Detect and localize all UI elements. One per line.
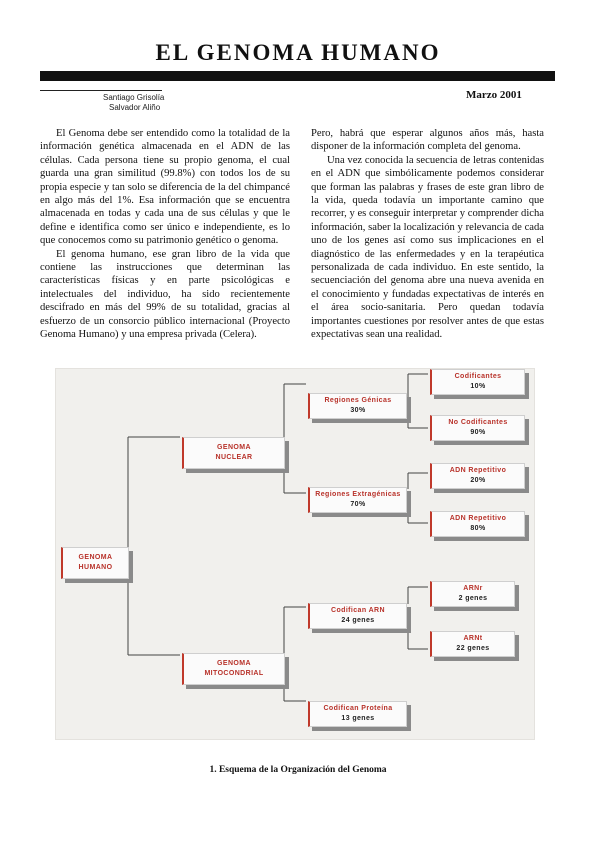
node-label: ARNt: [463, 635, 483, 642]
node-value: 70%: [350, 501, 366, 508]
document-title: EL GENOMA HUMANO: [155, 40, 441, 65]
right-column: [311, 127, 544, 342]
node-regiones-genicas: [308, 393, 407, 419]
node-codifican-proteina: [308, 701, 407, 727]
node-value: 22 genes: [456, 645, 490, 652]
node-label: Regiones Extragénicas: [315, 491, 401, 498]
node-value: 80%: [470, 525, 486, 532]
publication-date: Marzo 2001: [466, 89, 522, 101]
authors-rule: [40, 90, 162, 91]
node-label: MITOCONDRIAL: [204, 670, 264, 677]
author-2: Salvador Aliño: [109, 103, 161, 112]
paragraph: Una vez conocida la secuencia de letras contenidas en el ADN que simbólicamente podemos considerar que forman las palabras y frases de este gran libro de la vida, queda todavía un importante camino que recorrer, y es conseguir interpretar y comprender dicha información, saber la localización y relevancia de cada uno de los genes así como sus implicaciones en el diagnóstico de las enfermedades y en la terapéutica personalizada de cada individuo. En este sentido, la secuenciación del genoma abre una nueva avenida en el conocimiento y fundadas expectativas de interés en el área socio-sanitaria. Pero quedan todavía importantes cuestiones por resolver antes de que estas expectativas sean una realidad.: [311, 154, 544, 341]
node-value: 30%: [350, 407, 366, 414]
paragraph: Pero, habrá que esperar algunos años más, hasta disponer de la información completa del genoma.: [311, 128, 544, 153]
genome-diagram: [55, 368, 535, 740]
title-rule: [40, 71, 555, 81]
node-adn-repetitivo-80: [430, 511, 525, 537]
node-label: Regiones Génicas: [324, 397, 392, 404]
node-label: HUMANO: [78, 564, 113, 571]
node-label: GENOMA: [217, 660, 251, 667]
node-codificantes: [430, 369, 525, 395]
node-regiones-extragenicas: [308, 487, 407, 513]
node-adn-repetitivo-20: [430, 463, 525, 489]
node-value: 2 genes: [458, 595, 488, 602]
author-1: Santiago Grisolía: [103, 93, 165, 102]
node-genoma-mitocondrial: [182, 653, 285, 685]
node-value: 10%: [470, 383, 486, 390]
node-label: GENOMA: [217, 444, 251, 451]
node-label: ARNr: [463, 585, 483, 592]
paragraph: El genoma humano, ese gran libro de la vida que contiene las instrucciones que determinan las características físicas y en parte psicológicas e intelectuales del individuo, ha sido recientemente descifrado en más del 99% de su totalidad, gracias al esfuerzo de un consorcio público internacional (Proyecto Genoma Humano) y una empresa privada (Celera).: [40, 248, 290, 341]
node-label: ADN Repetitivo: [449, 515, 507, 522]
node-label: Codificantes: [454, 373, 502, 380]
node-arnr: [430, 581, 515, 607]
left-column: [40, 127, 290, 342]
node-genoma-nuclear: [182, 437, 285, 469]
node-label: GENOMA: [78, 554, 113, 561]
node-value: 20%: [470, 477, 486, 484]
paragraph: El Genoma debe ser entendido como la totalidad de la información genética almacenada en el ADN de las células. Cada persona tiene su propio genoma, el cual guarda una gran similitud (99.8%) con todos los de su propia especie y tan solo se diferencia de la del chimpancé en algo más del 1%. Esa información que se encuentra almacenada en todas y cada una de sus células y que le define e identifica como ser único e independiente, es lo que conocemos como su patrimonio genético o genoma.: [40, 128, 290, 247]
node-arnt: [430, 631, 515, 657]
node-value: 13 genes: [341, 715, 375, 722]
node-value: 24 genes: [341, 617, 375, 624]
node-label: Codifican Proteína: [323, 705, 393, 712]
node-genoma-humano: [61, 547, 129, 579]
node-value: 90%: [470, 429, 486, 436]
node-label: Codifican ARN: [331, 607, 385, 614]
figure-caption: 1. Esquema de la Organización del Genoma: [209, 765, 387, 775]
node-label: No Codificantes: [448, 419, 508, 426]
node-no-codificantes: [430, 415, 525, 441]
node-label: ADN Repetitivo: [449, 467, 507, 474]
node-label: NUCLEAR: [215, 454, 253, 461]
node-codifican-arn: [308, 603, 407, 629]
